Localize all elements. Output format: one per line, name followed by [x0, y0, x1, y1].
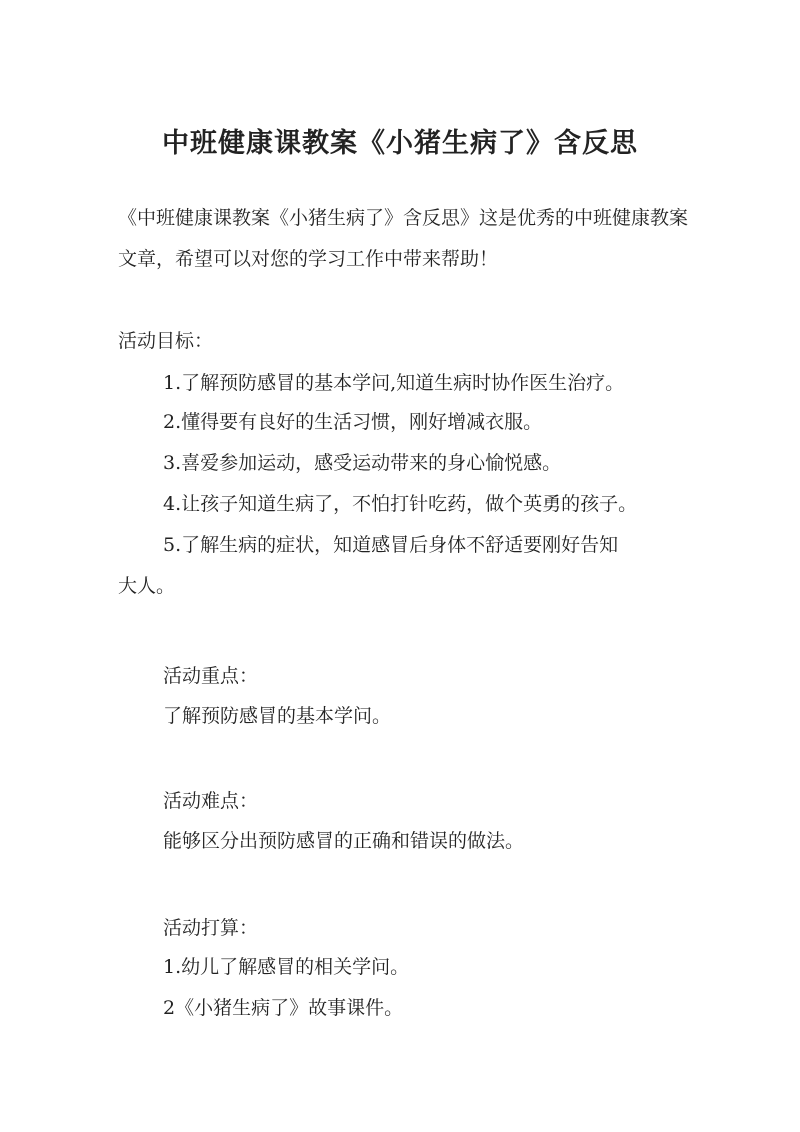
difficulty-text: 能够区分出预防感冒的正确和错误的做法。: [163, 830, 525, 852]
goal-item-5: 5.了解生病的症状，知道感冒后身体不舒适要刚好告知: [163, 534, 619, 556]
goal-item-2: 2.懂得要有良好的生活习惯，刚好增减衣服。: [163, 411, 543, 433]
preparation-item-1: 1.幼儿了解感冒的相关学问。: [163, 956, 410, 978]
goal-item-5-continued: 大人。: [118, 575, 176, 597]
goal-item-4: 4.让孩子知道生病了，不怕打针吃药，做个英勇的孩子。: [163, 493, 638, 515]
key-point-heading: 活动重点：: [163, 665, 259, 687]
difficulty-heading: 活动难点：: [163, 790, 259, 812]
goal-item-1: 1.了解预防感冒的基本学问,知道生病时协作医生治疗。: [163, 372, 625, 394]
preparation-heading: 活动打算：: [163, 917, 259, 939]
intro-paragraph: 《中班健康课教案《小猪生病了》含反思》这是优秀的中班健康教案文章，希望可以对您的学习工作中带来帮助！: [118, 207, 689, 270]
document-title: 中班健康课教案《小猪生病了》含反思: [162, 128, 638, 159]
goals-heading: 活动目标：: [118, 330, 214, 352]
key-point-text: 了解预防感冒的基本学问。: [163, 705, 392, 727]
preparation-item-2: 2《小猪生病了》故事课件。: [163, 997, 404, 1019]
goal-item-3: 3.喜爱参加运动，感受运动带来的身心愉悦感。: [163, 452, 562, 474]
